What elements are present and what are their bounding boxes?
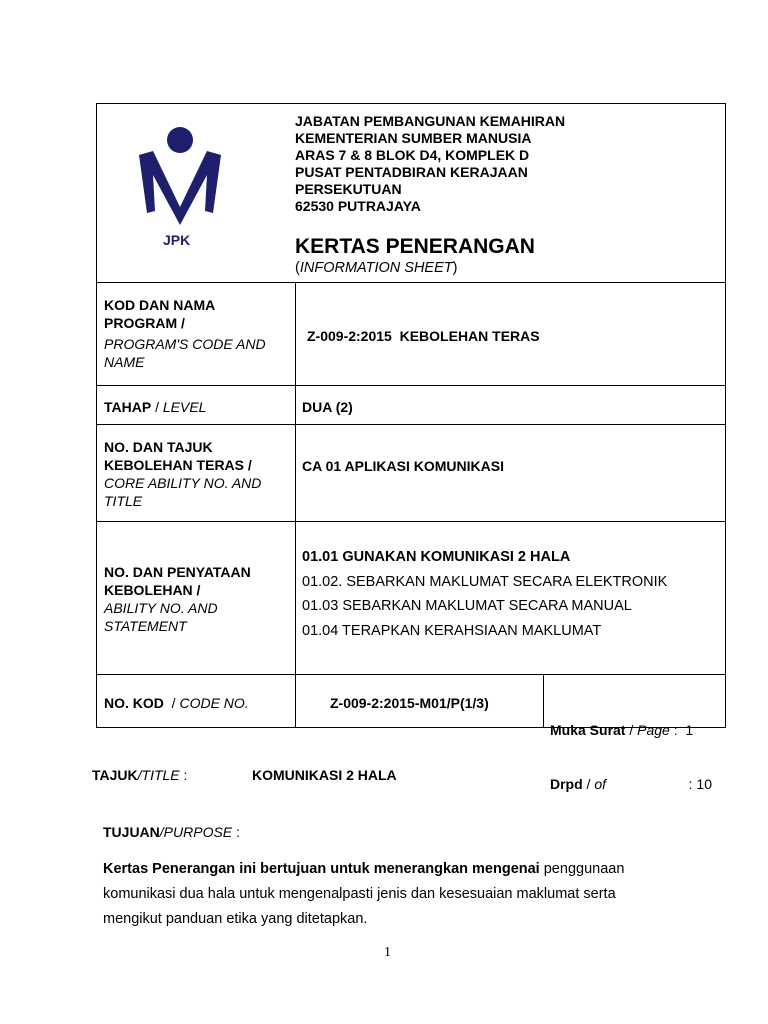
page-count (550, 685, 712, 811)
total-pages-field: Drpd / of : 10 (550, 776, 712, 792)
row-divider (96, 674, 726, 675)
page-number: 1 (384, 945, 391, 960)
ability-item: 01.01 GUNAKAN KOMUNIKASI 2 HALA (302, 549, 571, 565)
jpk-logo (135, 125, 225, 250)
ability-item: 01.02. SEBARKAN MAKLUMAT SECARA ELEKTRONIK (302, 573, 668, 590)
program-label: KOD DAN NAMA PROGRAM / PROGRAM'S CODE AND NAME (104, 297, 266, 370)
purpose-paragraph: Kertas Penerangan ini bertujuan untuk menerangkan mengenai penggunaan komunikasi dua hala untuk mengenalpasti jenis dan kesesuaian maklumat serta mengikut panduan etika yang ditetapkan. (103, 861, 625, 927)
level-value: DUA (2) (302, 399, 353, 415)
address-line: KEMENTERIAN SUMBER MANUSIA (295, 130, 532, 146)
program-value: Z-009-2:2015 KEBOLEHAN TERAS (307, 328, 540, 344)
level-label: TAHAP / LEVEL (104, 399, 207, 415)
core-ability-value: CA 01 APLIKASI KOMUNIKASI (302, 458, 504, 474)
title-value: KOMUNIKASI 2 HALA (252, 767, 397, 783)
table-border-top (96, 103, 726, 104)
jpk-logo-icon (135, 125, 225, 230)
address-line: ARAS 7 & 8 BLOK D4, KOMPLEK D (295, 147, 530, 163)
logo-text: JPK (163, 232, 191, 248)
column-divider (295, 282, 296, 728)
address-line: JABATAN PEMBANGUNAN KEMAHIRAN (295, 113, 566, 129)
row-divider (96, 282, 726, 283)
code-label: NO. KOD / CODE NO. (104, 695, 249, 711)
ability-item: 01.03 SEBARKAN MAKLUMAT SECARA MANUAL (302, 598, 632, 614)
address-line: 62530 PUTRAJAYA (295, 198, 421, 214)
document-subtitle: (INFORMATION SHEET) (295, 260, 458, 276)
row-divider (96, 521, 726, 522)
table-border-left (96, 103, 97, 728)
row-divider (96, 424, 726, 425)
purpose-label: TUJUAN/PURPOSE : (103, 824, 240, 840)
code-value: Z-009-2:2015-M01/P(1/3) (330, 695, 489, 711)
ability-item: 01.04 TERAPKAN KERAHSIAAN MAKLUMAT (302, 622, 602, 639)
address-block (295, 113, 565, 215)
page-number-field: Muka Surat / Page : 1 (550, 722, 694, 738)
ability-label: NO. DAN PENYATAAN KEBOLEHAN / ABILITY NO. AND STATEMENT (104, 564, 251, 634)
address-line: PUSAT PENTADBIRAN KERAJAAN (295, 164, 528, 180)
address-line: PERSEKUTUAN (295, 181, 402, 197)
core-ability-label: NO. DAN TAJUK KEBOLEHAN TERAS / CORE ABILITY NO. AND TITLE (104, 439, 262, 509)
row-divider (96, 385, 726, 386)
ability-list (302, 545, 667, 643)
document-title: KERTAS PENERANGAN (295, 235, 535, 258)
title-label: TAJUK/TITLE : (92, 767, 188, 783)
table-border-right (725, 103, 726, 728)
column-divider (543, 674, 544, 728)
